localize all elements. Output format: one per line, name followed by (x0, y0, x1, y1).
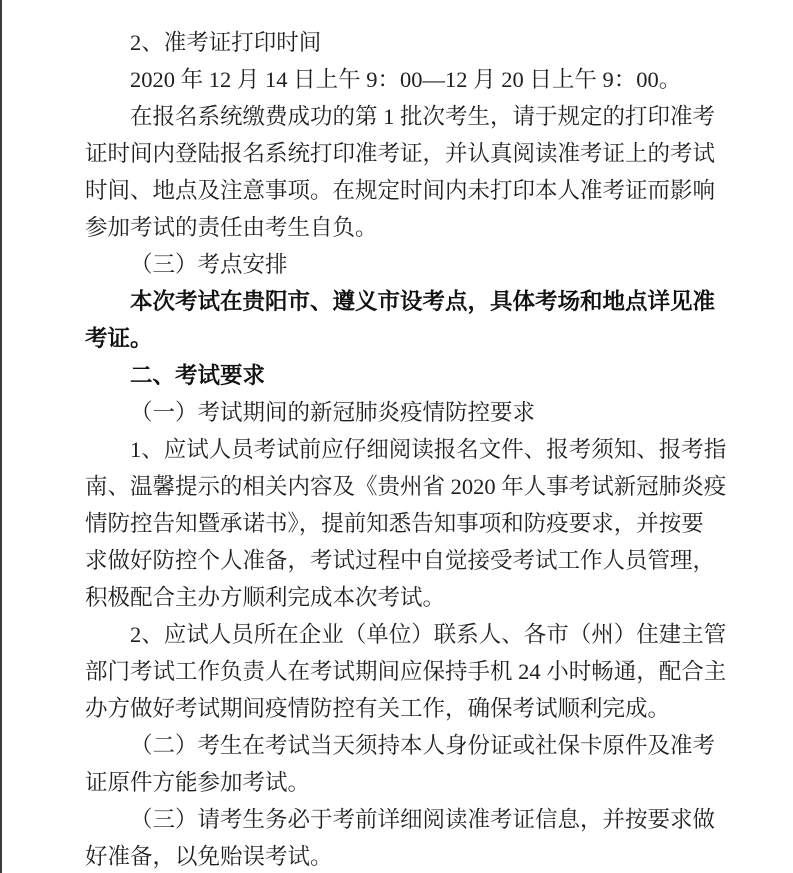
document-text-block (85, 24, 727, 873)
scan-edge-line (0, 0, 2, 873)
document-line: 参加考试的责任由考生自负。 (85, 215, 378, 240)
document-line: 本次考试在贵阳市、遵义市设考点，具体考场和地点详见准 (130, 289, 716, 314)
document-line: 在报名系统缴费成功的第 1 批次考生，请于规定的打印准考 (130, 104, 716, 129)
document-line: （三）请考生务必于考前详细阅读准考证信息，并按要求做 (130, 807, 716, 832)
document-line: 2、应试人员所在企业（单位）联系人、各市（州）住建主管 (130, 622, 727, 647)
document-line: 好准备，以免贻误考试。 (85, 844, 333, 869)
document-line: 证时间内登陆报名系统打印准考证，并认真阅读准考证上的考试 (85, 141, 716, 166)
document-line: 2、准考证打印时间 (130, 30, 322, 55)
document-line: 部门考试工作负责人在考试期间应保持手机 24 小时畅通，配合主 (85, 659, 727, 684)
document-line: （三）考点安排 (130, 252, 288, 277)
document-line: 时间、地点及注意事项。在规定时间内未打印本人准考证而影响 (85, 178, 716, 203)
document-line: 二、考试要求 (130, 363, 266, 388)
document-line: 1、应试人员考试前应仔细阅读报名文件、报考须知、报考指 (130, 437, 727, 462)
document-line: 求做好防控个人准备，考试过程中自觉接受考试工作人员管理， (85, 548, 716, 573)
document-line: 情防控告知暨承诺书》，提前知悉告知事项和防疫要求，并按要 (85, 511, 704, 536)
document-line: 积极配合主办方顺利完成本次考试。 (85, 585, 446, 610)
document-line: 考证。 (85, 326, 153, 351)
document-line: （二）考生在考试当天须持本人身份证或社保卡原件及准考 (130, 733, 716, 758)
document-line: （一）考试期间的新冠肺炎疫情防控要求 (130, 400, 536, 425)
document-line: 证原件方能参加考试。 (85, 770, 311, 795)
document-line: 办方做好考试期间疫情防控有关工作，确保考试顺利完成。 (85, 696, 671, 721)
document-line: 2020 年 12 月 14 日上午 9：00—12 月 20 日上午 9：00。 (130, 67, 682, 92)
document-line: 南、温馨提示的相关内容及《贵州省 2020 年人事考试新冠肺炎疫 (85, 474, 727, 499)
